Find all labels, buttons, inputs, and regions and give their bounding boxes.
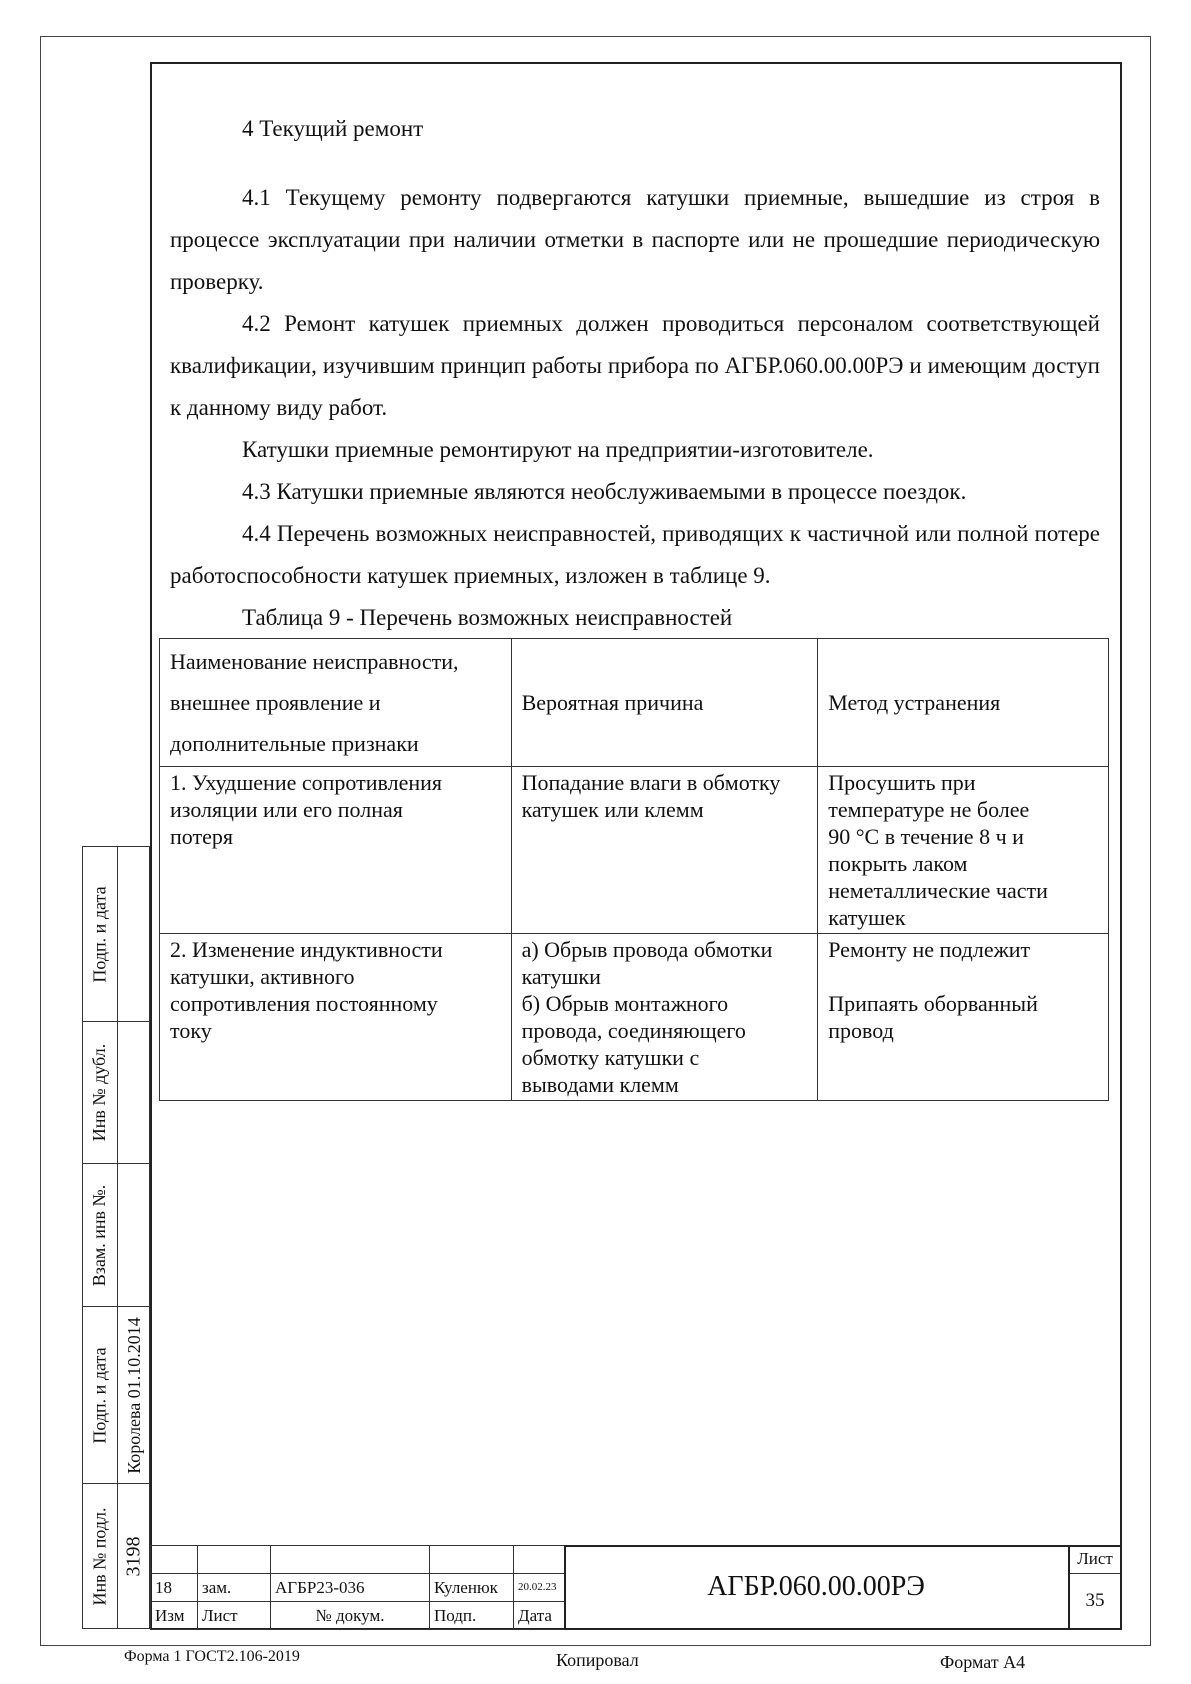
sheet-box	[1068, 1545, 1120, 1628]
stamp-header-data: Дата	[514, 1602, 565, 1630]
side-label: Подп. и дата	[89, 885, 110, 983]
side-podp-data-2	[82, 1306, 150, 1484]
side-label: Взам. инв №.	[89, 1184, 110, 1286]
stamp-izm: 18	[151, 1574, 198, 1602]
stamp-header-list: Лист	[198, 1602, 271, 1630]
table-cell: Попадание влаги в обмотку катушек или клемм	[511, 767, 818, 934]
section-heading: 4 Текущий ремонт	[242, 116, 424, 141]
faults-table	[159, 638, 1109, 1101]
stamp-list: зам.	[198, 1574, 271, 1602]
sheet-number: 35	[1085, 1590, 1105, 1611]
stamp-data: 20.02.23	[514, 1574, 565, 1602]
stamp-podp: Куленюк	[430, 1574, 514, 1602]
paragraph-4-1: 4.1 Текущему ремонту подвергаются катушки приемные, вышедшие из строя в процессе эксплуатации при наличии отметки в паспорте или не прошедшие периодическую проверку.	[170, 185, 1100, 294]
table-cell: 1. Ухудшение сопротивления изоляции или его полная потеря	[160, 767, 512, 934]
stamp-dokum: АГБР23-036	[271, 1574, 430, 1602]
table-cell: 2. Изменение индуктивности катушки, активного сопротивления постоянному току	[160, 934, 512, 1101]
change-record	[150, 1545, 565, 1630]
paragraph-4-2: 4.2 Ремонт катушек приемных должен проводиться персоналом соответствующей квалификации, изучившим принцип работы прибора по АГБР.060.00.00РЭ и имеющим доступ к данному виду работ.	[170, 311, 1100, 420]
sheet-label: Лист	[1070, 1545, 1120, 1574]
footer-format: Формат А4	[940, 1652, 1026, 1672]
paragraph-4-3: 4.3 Катушки приемные являются необслуживаемыми в процессе поездок.	[242, 479, 967, 504]
footer-copied: Копировал	[556, 1650, 639, 1670]
side-inv-podl	[82, 1483, 150, 1629]
side-vzam-inv	[82, 1163, 150, 1307]
header-probable-cause: Вероятная причина	[511, 639, 818, 767]
table-cell: а) Обрыв провода обмотки катушки б) Обрыв монтажного провода, соединяющего обмотку катушки с выводами клемм	[511, 934, 818, 1101]
side-value: Королева 01.10.2014	[123, 1316, 144, 1474]
side-label: Инв № дубл.	[89, 1043, 110, 1142]
footer-form: Форма 1 ГОСТ2.106-2019	[124, 1648, 300, 1665]
table-caption: Таблица 9 - Перечень возможных неисправностей	[242, 605, 733, 630]
side-label: Подп. и дата	[89, 1346, 110, 1444]
table-cell: Просушить при температуре не более 90 °С в течение 8 ч и покрыть лаком неметаллические части катушек	[818, 767, 1109, 934]
side-label: Инв № подл.	[89, 1506, 110, 1606]
side-value: 3198	[122, 1536, 145, 1576]
header-fix-method: Метод устранения	[818, 639, 1109, 767]
stamp-header-podp: Подп.	[430, 1602, 514, 1630]
paragraph-repair-place: Катушки приемные ремонтируют на предприятии-изготовителе.	[242, 437, 874, 462]
stamp-header-dokum: № докум.	[271, 1602, 430, 1630]
header-fault-name: Наименование неисправности, внешнее проявление и дополнительные признаки	[160, 639, 512, 767]
paragraph-4-4: 4.4 Перечень возможных неисправностей, приводящих к частичной или полной потере работоспособности катушек приемных, изложен в таблице 9.	[170, 521, 1100, 588]
table-row	[160, 767, 1109, 934]
table-row	[160, 934, 1109, 1101]
document-designation: АГБР.060.00.00РЭ	[707, 1570, 925, 1602]
side-podp-data-1	[82, 846, 150, 1022]
stamp-header-izm: Изм	[151, 1602, 198, 1630]
side-inv-dubl	[82, 1021, 150, 1164]
table-header-row	[160, 639, 1109, 767]
table-cell: Ремонту не подлежит Припаять оборванный провод	[818, 934, 1109, 1101]
